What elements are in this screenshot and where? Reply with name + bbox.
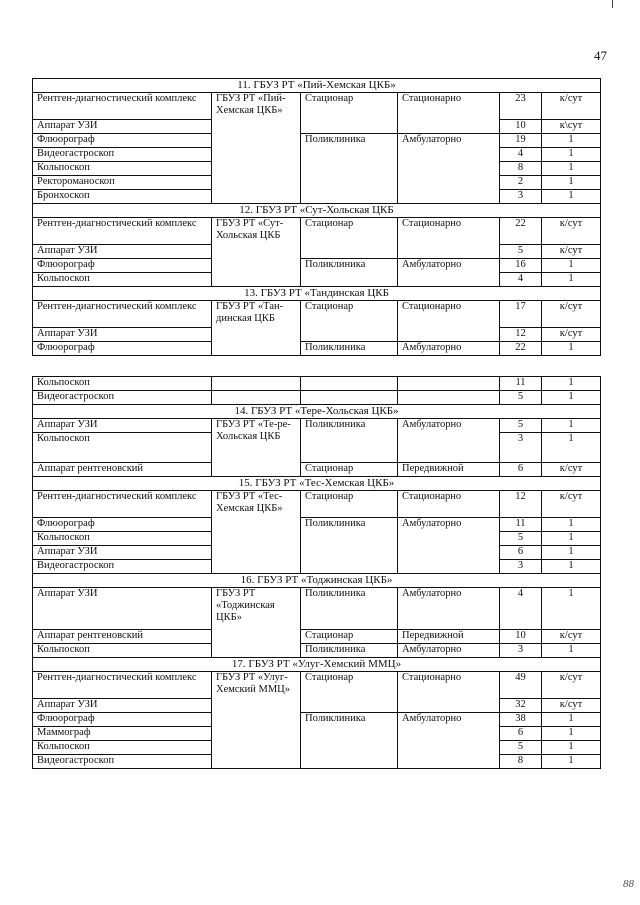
department-name: Поликлиника xyxy=(301,713,398,769)
quantity-value: 5 xyxy=(500,245,542,259)
organization-name: ГБУЗ РТ «Сут-Хольская ЦКБ xyxy=(212,218,301,287)
device-name: Рентген-диагностический комплекс xyxy=(33,218,212,245)
section-header-row xyxy=(33,204,601,218)
department-name: Стационар xyxy=(301,672,398,713)
device-name: Кольпоскоп xyxy=(33,162,212,176)
section-header-row xyxy=(33,79,601,93)
service-mode: Передвижной xyxy=(398,463,500,477)
measure-unit: к/сут xyxy=(542,245,601,259)
department-name: Поликлиника xyxy=(301,342,398,356)
measure-unit: 1 xyxy=(542,644,601,658)
section-header-row xyxy=(33,477,601,491)
department-name: Стационар xyxy=(301,463,398,477)
quantity-value: 3 xyxy=(500,433,542,463)
device-name: Аппарат УЗИ xyxy=(33,419,212,433)
device-name: Маммограф xyxy=(33,727,212,741)
measure-unit: 1 xyxy=(542,134,601,148)
measure-unit: 1 xyxy=(542,532,601,546)
quantity-value: 12 xyxy=(500,328,542,342)
quantity-value: 10 xyxy=(500,630,542,644)
service-mode: Амбулаторно xyxy=(398,713,500,769)
section-title: 15. ГБУЗ РТ «Тес-Хемская ЦКБ» xyxy=(33,477,601,491)
section-title: 14. ГБУЗ РТ «Тере-Хольская ЦКБ» xyxy=(33,405,601,419)
quantity-value: 4 xyxy=(500,148,542,162)
device-name: Аппарат УЗИ xyxy=(33,546,212,560)
organization-name xyxy=(212,377,301,391)
measure-unit: 1 xyxy=(542,518,601,532)
equipment-table-part-2 xyxy=(32,376,601,769)
table-row xyxy=(33,301,601,328)
department-name: Поликлиника xyxy=(301,518,398,574)
device-name: Рентген-диагностический комплекс xyxy=(33,93,212,120)
department-name: Стационар xyxy=(301,93,398,134)
department-name xyxy=(301,391,398,405)
service-mode: Амбулаторно xyxy=(398,342,500,356)
quantity-value: 8 xyxy=(500,755,542,769)
service-mode: Стационарно xyxy=(398,672,500,713)
organization-name: ГБУЗ РТ «Пий-Хемская ЦКБ» xyxy=(212,93,301,204)
scan-edge-mark xyxy=(612,0,613,8)
quantity-value: 6 xyxy=(500,546,542,560)
device-name: Аппарат рентгеновский xyxy=(33,630,212,644)
quantity-value: 3 xyxy=(500,190,542,204)
measure-unit: 1 xyxy=(542,546,601,560)
table-row xyxy=(33,463,601,477)
measure-unit: 1 xyxy=(542,190,601,204)
measure-unit: 1 xyxy=(542,176,601,190)
measure-unit: 1 xyxy=(542,560,601,574)
quantity-value: 17 xyxy=(500,301,542,328)
measure-unit: 1 xyxy=(542,391,601,405)
measure-unit: 1 xyxy=(542,162,601,176)
measure-unit: к/сут xyxy=(542,699,601,713)
measure-unit: к/сут xyxy=(542,328,601,342)
department-name: Стационар xyxy=(301,630,398,644)
service-mode: Амбулаторно xyxy=(398,644,500,658)
table-row xyxy=(33,391,601,405)
department-name: Поликлиника xyxy=(301,419,398,463)
measure-unit: 1 xyxy=(542,342,601,356)
table-row xyxy=(33,134,601,148)
table-row xyxy=(33,419,601,433)
table-row xyxy=(33,644,601,658)
device-name: Ректороманоскоп xyxy=(33,176,212,190)
service-mode: Амбулаторно xyxy=(398,518,500,574)
device-name: Флюорограф xyxy=(33,713,212,727)
quantity-value: 12 xyxy=(500,491,542,518)
equipment-table-part-1 xyxy=(32,78,601,356)
device-name: Аппарат УЗИ xyxy=(33,120,212,134)
organization-name: ГБУЗ РТ «Тес-Хемская ЦКБ» xyxy=(212,491,301,574)
device-name: Бронхоскоп xyxy=(33,190,212,204)
service-mode: Амбулаторно xyxy=(398,419,500,463)
quantity-value: 5 xyxy=(500,391,542,405)
device-name: Кольпоскоп xyxy=(33,741,212,755)
device-name: Кольпоскоп xyxy=(33,433,212,463)
service-mode: Амбулаторно xyxy=(398,134,500,204)
table-row xyxy=(33,518,601,532)
section-header-row xyxy=(33,405,601,419)
table-row xyxy=(33,259,601,273)
quantity-value: 3 xyxy=(500,644,542,658)
quantity-value: 10 xyxy=(500,120,542,134)
quantity-value: 3 xyxy=(500,560,542,574)
service-mode: Амбулаторно xyxy=(398,588,500,630)
device-name: Флюорограф xyxy=(33,342,212,356)
department-name: Стационар xyxy=(301,301,398,342)
service-mode xyxy=(398,377,500,391)
quantity-value: 32 xyxy=(500,699,542,713)
device-name: Аппарат УЗИ xyxy=(33,328,212,342)
device-name: Видеогастроскоп xyxy=(33,755,212,769)
device-name: Аппарат УЗИ xyxy=(33,588,212,630)
organization-name xyxy=(212,391,301,405)
quantity-value: 19 xyxy=(500,134,542,148)
quantity-value: 5 xyxy=(500,419,542,433)
quantity-value: 5 xyxy=(500,532,542,546)
service-mode: Стационарно xyxy=(398,218,500,259)
quantity-value: 22 xyxy=(500,342,542,356)
measure-unit: 1 xyxy=(542,741,601,755)
device-name: Рентген-диагностический комплекс xyxy=(33,672,212,699)
device-name: Аппарат УЗИ xyxy=(33,699,212,713)
table-row xyxy=(33,713,601,727)
measure-unit: 1 xyxy=(542,148,601,162)
device-name: Кольпоскоп xyxy=(33,644,212,658)
device-name: Видеогастроскоп xyxy=(33,148,212,162)
measure-unit: 1 xyxy=(542,755,601,769)
organization-name: ГБУЗ РТ «Улуг-Хемский ММЦ» xyxy=(212,672,301,769)
measure-unit: к/сут xyxy=(542,93,601,120)
quantity-value: 11 xyxy=(500,377,542,391)
department-name: Поликлиника xyxy=(301,259,398,287)
quantity-value: 49 xyxy=(500,672,542,699)
quantity-value: 4 xyxy=(500,588,542,630)
section-header-row xyxy=(33,658,601,672)
device-name: Флюорограф xyxy=(33,518,212,532)
device-name: Видеогастроскоп xyxy=(33,391,212,405)
measure-unit: к/сут xyxy=(542,463,601,477)
measure-unit: к/сут xyxy=(542,301,601,328)
measure-unit: к/сут xyxy=(542,672,601,699)
measure-unit: к/сут xyxy=(542,491,601,518)
table-row xyxy=(33,342,601,356)
section-title: 17. ГБУЗ РТ «Улуг-Хемский ММЦ» xyxy=(33,658,601,672)
service-mode: Амбулаторно xyxy=(398,259,500,287)
measure-unit: 1 xyxy=(542,259,601,273)
device-name: Рентген-диагностический комплекс xyxy=(33,301,212,328)
measure-unit: 1 xyxy=(542,377,601,391)
department-name: Поликлиника xyxy=(301,588,398,630)
device-name: Видеогастроскоп xyxy=(33,560,212,574)
device-name: Рентген-диагностический комплекс xyxy=(33,491,212,518)
service-mode: Передвижной xyxy=(398,630,500,644)
device-name: Флюорограф xyxy=(33,134,212,148)
measure-unit: 1 xyxy=(542,588,601,630)
quantity-value: 4 xyxy=(500,273,542,287)
device-name: Кольпоскоп xyxy=(33,377,212,391)
table-row xyxy=(33,588,601,630)
organization-name: ГБУЗ РТ «Тоджинская ЦКБ» xyxy=(212,588,301,658)
section-title: 16. ГБУЗ РТ «Тоджинская ЦКБ» xyxy=(33,574,601,588)
device-name: Кольпоскоп xyxy=(33,532,212,546)
measure-unit: 1 xyxy=(542,433,601,463)
device-name: Аппарат УЗИ xyxy=(33,245,212,259)
section-header-row xyxy=(33,574,601,588)
section-title: 11. ГБУЗ РТ «Пий-Хемская ЦКБ» xyxy=(33,79,601,93)
measure-unit: к/сут xyxy=(542,218,601,245)
section-title: 12. ГБУЗ РТ «Сут-Хольская ЦКБ xyxy=(33,204,601,218)
service-mode xyxy=(398,391,500,405)
department-name: Поликлиника xyxy=(301,644,398,658)
department-name: Стационар xyxy=(301,491,398,518)
table-row xyxy=(33,377,601,391)
measure-unit: 1 xyxy=(542,713,601,727)
section-header-row xyxy=(33,287,601,301)
quantity-value: 11 xyxy=(500,518,542,532)
measure-unit: 1 xyxy=(542,273,601,287)
table-row xyxy=(33,93,601,120)
device-name: Аппарат рентгеновский xyxy=(33,463,212,477)
department-name xyxy=(301,377,398,391)
quantity-value: 6 xyxy=(500,463,542,477)
device-name: Флюорограф xyxy=(33,259,212,273)
section-title: 13. ГБУЗ РТ «Тандинская ЦКБ xyxy=(33,287,601,301)
handwritten-page-mark: 88 xyxy=(623,878,634,890)
service-mode: Стационарно xyxy=(398,93,500,134)
page-number: 47 xyxy=(594,48,607,63)
department-name: Стационар xyxy=(301,218,398,259)
department-name: Поликлиника xyxy=(301,134,398,204)
organization-name: ГБУЗ РТ «Те-ре-Хольская ЦКБ xyxy=(212,419,301,477)
measure-unit: 1 xyxy=(542,727,601,741)
quantity-value: 6 xyxy=(500,727,542,741)
service-mode: Стационарно xyxy=(398,491,500,518)
measure-unit: 1 xyxy=(542,419,601,433)
quantity-value: 16 xyxy=(500,259,542,273)
quantity-value: 2 xyxy=(500,176,542,190)
table-row xyxy=(33,630,601,644)
quantity-value: 5 xyxy=(500,741,542,755)
measure-unit: к\сут xyxy=(542,120,601,134)
quantity-value: 8 xyxy=(500,162,542,176)
service-mode: Стационарно xyxy=(398,301,500,342)
measure-unit: к/сут xyxy=(542,630,601,644)
table-row xyxy=(33,491,601,518)
quantity-value: 38 xyxy=(500,713,542,727)
table-row xyxy=(33,218,601,245)
device-name: Кольпоскоп xyxy=(33,273,212,287)
organization-name: ГБУЗ РТ «Тан-динская ЦКБ xyxy=(212,301,301,356)
table-row xyxy=(33,672,601,699)
quantity-value: 22 xyxy=(500,218,542,245)
quantity-value: 23 xyxy=(500,93,542,120)
